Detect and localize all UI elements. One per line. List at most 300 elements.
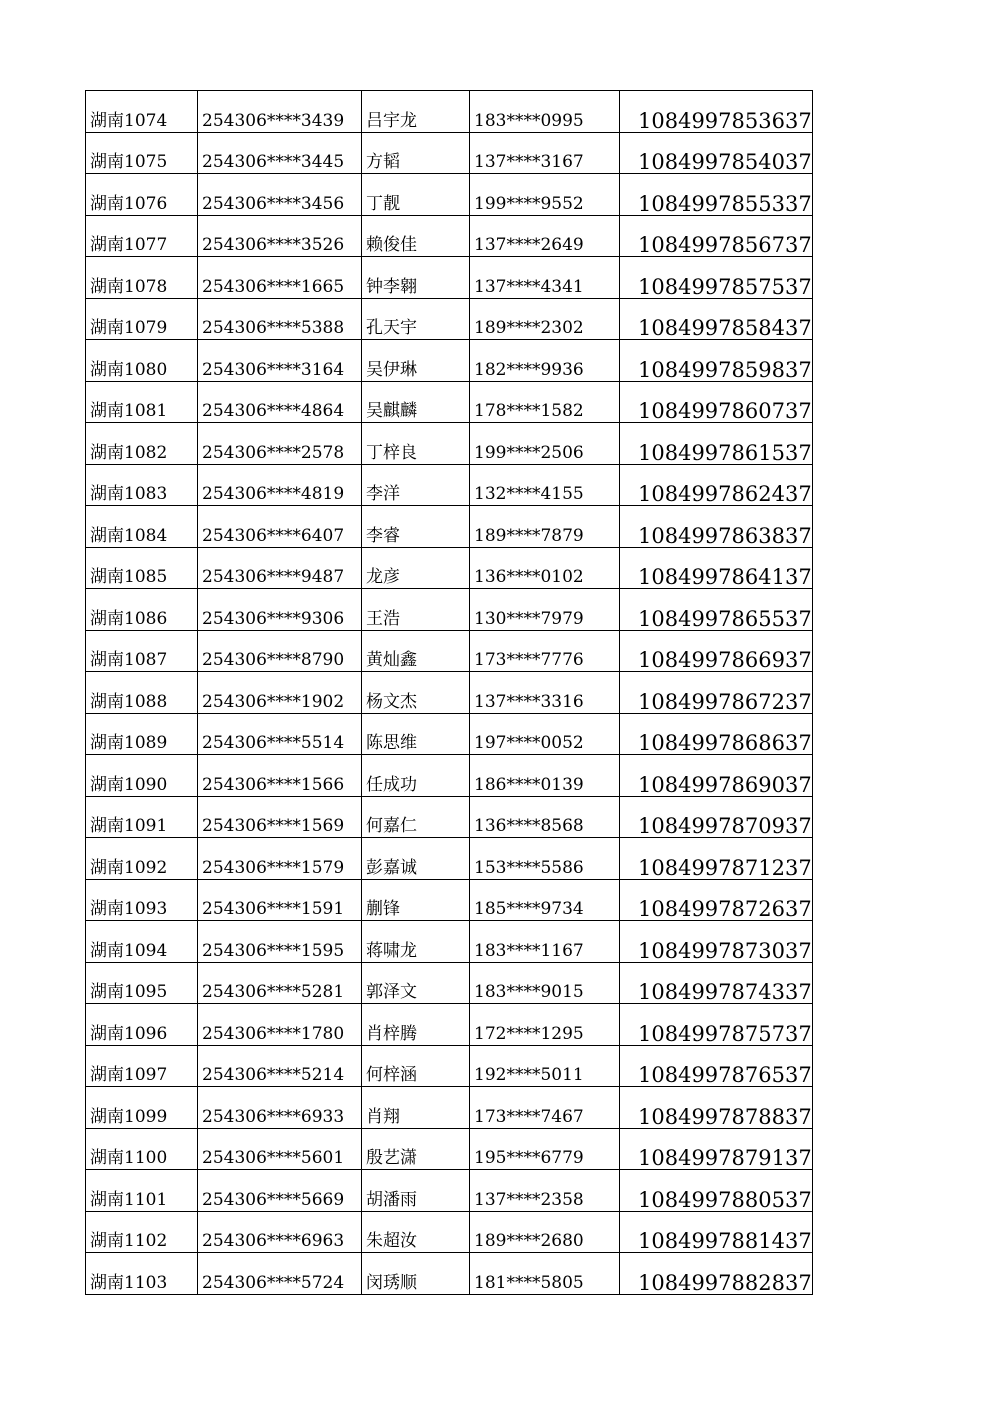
table-row — [86, 1128, 813, 1170]
id-number-cell-text: 254306****1566 — [202, 774, 345, 795]
name-cell — [362, 921, 470, 963]
table-row — [86, 215, 813, 257]
id-number-cell — [198, 381, 362, 423]
table-row — [86, 1253, 813, 1295]
phone-cell-text: 192****5011 — [474, 1065, 584, 1085]
region-cell-text: 湖南1094 — [90, 940, 168, 961]
tracking-number-cell — [620, 879, 813, 921]
id-number-cell-text: 254306****3439 — [202, 110, 345, 131]
phone-cell — [470, 713, 620, 755]
tracking-number-cell-text: 1084997882837 — [638, 1270, 812, 1294]
id-number-cell-text: 254306****5601 — [202, 1148, 345, 1168]
name-cell — [362, 879, 470, 921]
phone-cell — [470, 1004, 620, 1046]
region-cell-text: 湖南1088 — [90, 691, 168, 712]
id-number-cell — [198, 132, 362, 174]
id-number-cell — [198, 1253, 362, 1295]
tracking-number-cell — [620, 589, 813, 631]
name-cell — [362, 340, 470, 382]
tracking-number-cell-text: 1084997856737 — [638, 233, 812, 257]
region-cell-text: 湖南1093 — [90, 899, 168, 919]
table-row — [86, 132, 813, 174]
tracking-number-cell — [620, 174, 813, 216]
phone-cell-text: 189****7879 — [474, 525, 584, 546]
id-number-cell — [198, 506, 362, 548]
id-number-cell — [198, 713, 362, 755]
id-number-cell — [198, 755, 362, 797]
phone-cell — [470, 132, 620, 174]
id-number-cell-text: 254306****1902 — [202, 691, 345, 712]
tracking-number-cell — [620, 1211, 813, 1253]
region-cell-text: 湖南1096 — [90, 1023, 168, 1044]
phone-cell-text: 137****3167 — [474, 152, 584, 172]
id-number-cell-text: 254306****9306 — [202, 608, 345, 629]
tracking-number-cell-text: 1084997866937 — [638, 648, 812, 672]
region-cell — [86, 630, 198, 672]
region-cell — [86, 1211, 198, 1253]
name-cell — [362, 1253, 470, 1295]
phone-cell — [470, 1045, 620, 1087]
name-cell — [362, 1045, 470, 1087]
phone-cell — [470, 796, 620, 838]
region-cell-text: 湖南1076 — [90, 193, 168, 214]
phone-cell-text: 182****9936 — [474, 359, 584, 380]
tracking-number-cell-text: 1084997881437 — [638, 1229, 812, 1253]
name-cell — [362, 215, 470, 257]
phone-cell — [470, 340, 620, 382]
tracking-number-cell-text: 1084997880537 — [638, 1187, 812, 1211]
phone-cell — [470, 174, 620, 216]
table-row — [86, 298, 813, 340]
phone-cell — [470, 962, 620, 1004]
phone-cell — [470, 1211, 620, 1253]
name-cell-text: 丁梓良 — [366, 442, 417, 463]
name-cell — [362, 755, 470, 797]
name-cell — [362, 547, 470, 589]
region-cell — [86, 838, 198, 880]
region-cell — [86, 215, 198, 257]
region-cell-text: 湖南1091 — [90, 816, 168, 836]
phone-cell — [470, 755, 620, 797]
name-cell — [362, 174, 470, 216]
phone-cell-text: 173****7776 — [474, 650, 584, 670]
phone-cell-text: 183****0995 — [474, 110, 584, 131]
region-cell — [86, 879, 198, 921]
id-number-cell — [198, 423, 362, 465]
phone-cell — [470, 1253, 620, 1295]
id-number-cell-text: 254306****5669 — [202, 1189, 345, 1210]
table-row — [86, 174, 813, 216]
region-cell — [86, 1087, 198, 1129]
tracking-number-cell — [620, 423, 813, 465]
roster-table — [85, 90, 813, 1295]
region-cell-text: 湖南1078 — [90, 276, 168, 297]
table-row — [86, 1045, 813, 1087]
phone-cell-text: 197****0052 — [474, 733, 584, 753]
id-number-cell-text: 254306****4864 — [202, 401, 345, 421]
name-cell-text: 蒋啸龙 — [366, 940, 417, 961]
tracking-number-cell-text: 1084997861537 — [638, 440, 812, 464]
id-number-cell-text: 254306****2578 — [202, 442, 345, 463]
phone-cell — [470, 1087, 620, 1129]
phone-cell-text: 189****2302 — [474, 318, 584, 338]
name-cell — [362, 1087, 470, 1129]
region-cell — [86, 423, 198, 465]
tracking-number-cell — [620, 91, 813, 133]
phone-cell — [470, 1170, 620, 1212]
tracking-number-cell — [620, 713, 813, 755]
tracking-number-cell — [620, 547, 813, 589]
phone-cell — [470, 381, 620, 423]
name-cell — [362, 838, 470, 880]
tracking-number-cell — [620, 1045, 813, 1087]
tracking-number-cell-text: 1084997864137 — [638, 565, 812, 589]
id-number-cell-text: 254306****1591 — [202, 899, 345, 919]
tracking-number-cell — [620, 257, 813, 299]
name-cell-text: 杨文杰 — [366, 691, 417, 712]
region-cell — [86, 1004, 198, 1046]
id-number-cell — [198, 1045, 362, 1087]
table-row — [86, 672, 813, 714]
name-cell — [362, 1211, 470, 1253]
phone-cell — [470, 215, 620, 257]
phone-cell — [470, 589, 620, 631]
table-row — [86, 340, 813, 382]
region-cell — [86, 91, 198, 133]
id-number-cell — [198, 879, 362, 921]
tracking-number-cell — [620, 1170, 813, 1212]
tracking-number-cell-text: 1084997865537 — [638, 606, 812, 630]
id-number-cell — [198, 547, 362, 589]
name-cell — [362, 298, 470, 340]
tracking-number-cell-text: 1084997878837 — [638, 1104, 812, 1128]
tracking-number-cell-text: 1084997857537 — [638, 274, 812, 298]
phone-cell-text: 185****9734 — [474, 899, 584, 919]
phone-cell-text: 173****7467 — [474, 1106, 584, 1127]
tracking-number-cell-text: 1084997870937 — [638, 814, 812, 838]
phone-cell-text: 137****3316 — [474, 691, 584, 712]
region-cell-text: 湖南1084 — [90, 525, 168, 546]
tracking-number-cell — [620, 755, 813, 797]
tracking-number-cell — [620, 132, 813, 174]
tracking-number-cell-text: 1084997879137 — [638, 1146, 812, 1170]
roster-table-body — [86, 91, 813, 1295]
name-cell-text: 彭嘉诚 — [366, 857, 417, 878]
tracking-number-cell — [620, 381, 813, 423]
id-number-cell — [198, 796, 362, 838]
table-row — [86, 755, 813, 797]
name-cell — [362, 381, 470, 423]
name-cell — [362, 1004, 470, 1046]
table-row — [86, 547, 813, 589]
id-number-cell — [198, 838, 362, 880]
table-row — [86, 1170, 813, 1212]
id-number-cell-text: 254306****1595 — [202, 940, 345, 961]
region-cell-text: 湖南1077 — [90, 235, 168, 255]
id-number-cell — [198, 630, 362, 672]
name-cell-text: 肖梓腾 — [366, 1023, 417, 1044]
id-number-cell — [198, 298, 362, 340]
region-cell-text: 湖南1074 — [90, 110, 168, 131]
table-row — [86, 838, 813, 880]
name-cell-text: 龙彦 — [366, 567, 400, 587]
tracking-number-cell-text: 1084997854037 — [638, 150, 812, 174]
phone-cell — [470, 423, 620, 465]
table-row — [86, 1087, 813, 1129]
table-row — [86, 589, 813, 631]
tracking-number-cell-text: 1084997874337 — [638, 980, 812, 1004]
region-cell — [86, 132, 198, 174]
region-cell-text: 湖南1102 — [90, 1231, 168, 1251]
tracking-number-cell — [620, 506, 813, 548]
tracking-number-cell — [620, 672, 813, 714]
phone-cell-text: 136****0102 — [474, 567, 584, 587]
phone-cell — [470, 506, 620, 548]
name-cell-text: 何梓涵 — [366, 1065, 417, 1085]
phone-cell-text: 183****1167 — [474, 940, 584, 961]
region-cell-text: 湖南1095 — [90, 982, 168, 1002]
tracking-number-cell — [620, 464, 813, 506]
id-number-cell — [198, 1004, 362, 1046]
region-cell-text: 湖南1089 — [90, 733, 168, 753]
region-cell-text: 湖南1097 — [90, 1065, 168, 1085]
name-cell-text: 王浩 — [366, 608, 400, 629]
region-cell-text: 湖南1087 — [90, 650, 168, 670]
tracking-number-cell — [620, 340, 813, 382]
tracking-number-cell — [620, 1004, 813, 1046]
name-cell — [362, 713, 470, 755]
id-number-cell — [198, 1211, 362, 1253]
id-number-cell — [198, 589, 362, 631]
id-number-cell-text: 254306****3456 — [202, 193, 345, 214]
tracking-number-cell — [620, 921, 813, 963]
tracking-number-cell-text: 1084997867237 — [638, 689, 812, 713]
region-cell — [86, 1170, 198, 1212]
region-cell-text: 湖南1081 — [90, 401, 168, 421]
name-cell — [362, 132, 470, 174]
region-cell-text: 湖南1079 — [90, 318, 168, 338]
tracking-number-cell-text: 1084997858437 — [638, 316, 812, 340]
name-cell — [362, 91, 470, 133]
region-cell — [86, 174, 198, 216]
table-row — [86, 1004, 813, 1046]
name-cell-text: 郭泽文 — [366, 982, 417, 1002]
name-cell-text: 殷艺潇 — [366, 1148, 417, 1168]
name-cell — [362, 962, 470, 1004]
phone-cell-text: 199****2506 — [474, 442, 584, 463]
phone-cell — [470, 1128, 620, 1170]
tracking-number-cell-text: 1084997871237 — [638, 855, 812, 879]
name-cell-text: 胡潘雨 — [366, 1189, 417, 1210]
region-cell-text: 湖南1086 — [90, 608, 168, 629]
id-number-cell — [198, 1087, 362, 1129]
name-cell-text: 何嘉仁 — [366, 816, 417, 836]
id-number-cell-text: 254306****3445 — [202, 152, 345, 172]
region-cell — [86, 547, 198, 589]
table-row — [86, 257, 813, 299]
id-number-cell — [198, 174, 362, 216]
table-row — [86, 1211, 813, 1253]
region-cell — [86, 1128, 198, 1170]
phone-cell — [470, 547, 620, 589]
tracking-number-cell-text: 1084997863837 — [638, 523, 812, 547]
tracking-number-cell — [620, 215, 813, 257]
id-number-cell — [198, 91, 362, 133]
region-cell-text: 湖南1082 — [90, 442, 168, 463]
name-cell-text: 吴麒麟 — [366, 401, 417, 421]
name-cell-text: 钟李翱 — [366, 276, 417, 297]
phone-cell — [470, 672, 620, 714]
tracking-number-cell-text: 1084997872637 — [638, 897, 812, 921]
tracking-number-cell — [620, 1253, 813, 1295]
id-number-cell-text: 254306****3164 — [202, 359, 345, 380]
name-cell-text: 方韬 — [366, 152, 400, 172]
tracking-number-cell-text: 1084997873037 — [638, 938, 812, 962]
table-row — [86, 962, 813, 1004]
name-cell — [362, 257, 470, 299]
id-number-cell — [198, 962, 362, 1004]
id-number-cell-text: 254306****3526 — [202, 235, 345, 255]
region-cell — [86, 381, 198, 423]
name-cell-text: 李洋 — [366, 484, 400, 504]
name-cell-text: 蒯锋 — [366, 899, 400, 919]
name-cell-text: 陈思维 — [366, 733, 417, 753]
name-cell-text: 黄灿鑫 — [366, 650, 417, 670]
region-cell — [86, 1253, 198, 1295]
region-cell — [86, 589, 198, 631]
tracking-number-cell — [620, 1128, 813, 1170]
name-cell — [362, 1170, 470, 1212]
tracking-number-cell — [620, 298, 813, 340]
id-number-cell — [198, 672, 362, 714]
id-number-cell-text: 254306****4819 — [202, 484, 345, 504]
phone-cell — [470, 630, 620, 672]
phone-cell — [470, 921, 620, 963]
name-cell — [362, 672, 470, 714]
id-number-cell-text: 254306****5514 — [202, 733, 345, 753]
phone-cell — [470, 91, 620, 133]
table-row — [86, 506, 813, 548]
tracking-number-cell-text: 1084997868637 — [638, 731, 812, 755]
phone-cell-text: 178****1582 — [474, 401, 584, 421]
table-row — [86, 91, 813, 133]
tracking-number-cell-text: 1084997855337 — [638, 191, 812, 215]
region-cell — [86, 755, 198, 797]
name-cell-text: 丁靓 — [366, 193, 400, 214]
phone-cell-text: 153****5586 — [474, 857, 584, 878]
region-cell — [86, 1045, 198, 1087]
region-cell-text: 湖南1085 — [90, 567, 168, 587]
tracking-number-cell-text: 1084997859837 — [638, 357, 812, 381]
region-cell — [86, 464, 198, 506]
id-number-cell-text: 254306****8790 — [202, 650, 345, 670]
id-number-cell-text: 254306****1579 — [202, 857, 345, 878]
region-cell-text: 湖南1092 — [90, 857, 168, 878]
id-number-cell — [198, 215, 362, 257]
region-cell — [86, 713, 198, 755]
phone-cell-text: 137****2358 — [474, 1189, 584, 1210]
phone-cell-text: 132****4155 — [474, 484, 584, 504]
tracking-number-cell-text: 1084997853637 — [638, 108, 812, 132]
id-number-cell — [198, 1128, 362, 1170]
table-row — [86, 713, 813, 755]
id-number-cell-text: 254306****1665 — [202, 276, 345, 297]
tracking-number-cell — [620, 630, 813, 672]
name-cell-text: 李睿 — [366, 525, 400, 546]
name-cell — [362, 589, 470, 631]
tracking-number-cell — [620, 1087, 813, 1129]
phone-cell-text: 183****9015 — [474, 982, 584, 1002]
phone-cell-text: 137****2649 — [474, 235, 584, 255]
phone-cell — [470, 838, 620, 880]
id-number-cell-text: 254306****1780 — [202, 1023, 345, 1044]
name-cell-text: 肖翔 — [366, 1106, 400, 1127]
table-row — [86, 423, 813, 465]
name-cell-text: 闵琇顺 — [366, 1272, 417, 1293]
phone-cell-text: 181****5805 — [474, 1272, 584, 1293]
phone-cell-text: 130****7979 — [474, 608, 584, 629]
region-cell-text: 湖南1075 — [90, 152, 168, 172]
region-cell — [86, 796, 198, 838]
region-cell-text: 湖南1101 — [90, 1189, 168, 1210]
id-number-cell — [198, 1170, 362, 1212]
id-number-cell — [198, 921, 362, 963]
id-number-cell-text: 254306****6933 — [202, 1106, 345, 1127]
phone-cell — [470, 464, 620, 506]
tracking-number-cell-text: 1084997860737 — [638, 399, 812, 423]
id-number-cell-text: 254306****5724 — [202, 1272, 345, 1293]
region-cell — [86, 257, 198, 299]
id-number-cell-text: 254306****5214 — [202, 1065, 345, 1085]
phone-cell-text: 189****2680 — [474, 1231, 584, 1251]
region-cell — [86, 340, 198, 382]
region-cell-text: 湖南1083 — [90, 484, 168, 504]
name-cell — [362, 423, 470, 465]
id-number-cell-text: 254306****6407 — [202, 525, 345, 546]
table-row — [86, 879, 813, 921]
region-cell-text: 湖南1080 — [90, 359, 168, 380]
tracking-number-cell-text: 1084997876537 — [638, 1063, 812, 1087]
region-cell-text: 湖南1100 — [90, 1148, 168, 1168]
region-cell — [86, 298, 198, 340]
name-cell-text: 吕宇龙 — [366, 110, 417, 131]
tracking-number-cell-text: 1084997875737 — [638, 1021, 812, 1045]
region-cell-text: 湖南1099 — [90, 1106, 168, 1127]
table-row — [86, 464, 813, 506]
id-number-cell-text: 254306****9487 — [202, 567, 345, 587]
id-number-cell — [198, 340, 362, 382]
tracking-number-cell-text: 1084997869037 — [638, 772, 812, 796]
table-row — [86, 796, 813, 838]
region-cell — [86, 962, 198, 1004]
name-cell — [362, 506, 470, 548]
name-cell — [362, 630, 470, 672]
table-row — [86, 921, 813, 963]
name-cell — [362, 464, 470, 506]
region-cell — [86, 921, 198, 963]
phone-cell-text: 199****9552 — [474, 193, 584, 214]
phone-cell — [470, 257, 620, 299]
id-number-cell-text: 254306****6963 — [202, 1231, 345, 1251]
region-cell — [86, 506, 198, 548]
table-row — [86, 381, 813, 423]
id-number-cell — [198, 257, 362, 299]
phone-cell-text: 172****1295 — [474, 1023, 584, 1044]
name-cell-text: 朱超汝 — [366, 1231, 417, 1251]
phone-cell-text: 186****0139 — [474, 774, 584, 795]
id-number-cell-text: 254306****5281 — [202, 982, 345, 1002]
phone-cell-text: 195****6779 — [474, 1148, 584, 1168]
